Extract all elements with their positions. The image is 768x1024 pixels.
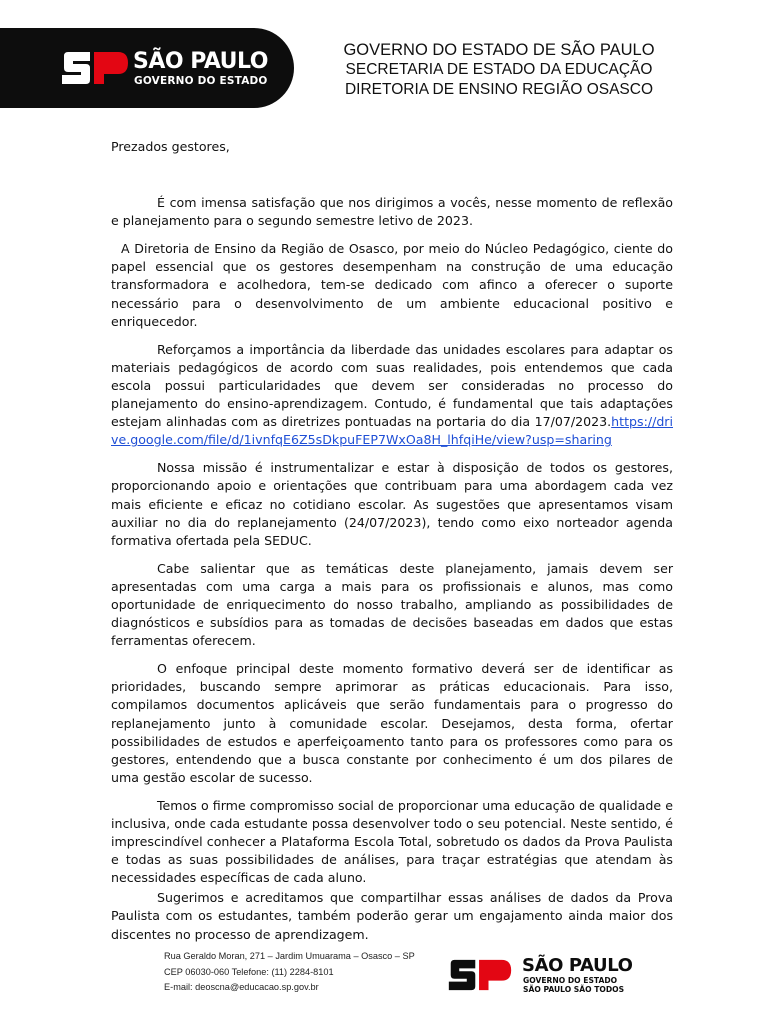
paragraph-7: Temos o firme compromisso social de proporcionar uma educação de qualidade e inclusiva, onde cada estudante possa desenvolver todo o seu potencial. Neste sentido, é imprescindível conhecer a Plataforma Escola Total, sobretudo os dados da Prova Paulista e todas as suas possibilidades de análises, para traçar estratégias que atendam às necessidades específicas de cada aluno.: [111, 797, 673, 886]
portaria-link[interactable]: https://drive.google.com/file/d/1ivnfqE6Z5sDkpuFEP7WxOa8H_lhfqiHe/view?usp=sharing: [111, 414, 673, 448]
sp-logo-icon: [60, 50, 130, 86]
footer-logo: [446, 956, 646, 996]
header-banner: [0, 28, 294, 108]
paragraph-4: Nossa missão é instrumentalizar e estar à disposição de todos os gestores, proporcionando apoio e orientações que contribuam para uma abordagem cada vez mais eficiente e eficaz no cotidiano escolar. As sugestões que apresentamos visam auxiliar no dia do replanejamento (24/07/2023), tendo como eixo norteador agenda formativa ofertada pela SEDUC.: [111, 460, 673, 548]
paragraph-3: [111, 341, 673, 450]
footer-email: E-mail: deoscna@educacao.sp.gov.br: [164, 982, 319, 993]
paragraph-5: Cabe salientar que as temáticas deste planejamento, jamais devem ser apresentadas com uma carga a mais para os profissionais e alunos, mas como oportunidade de enriquecimento do nosso trabalho, ampliando as possibilidades de diagnósticos e subsídios para as tomadas de decisões baseadas em dados que estas ferramentas oferecem.: [111, 560, 673, 649]
paragraph-6: O enfoque principal deste momento formativo deverá ser de identificar as prioridades, buscando sempre aprimorar as práticas educacionais. Para isso, compilamos documentos aplicáveis que serão fundamentais para o progresso do replanejamento junto à comunidade escolar. Desejamos, desta forma, ofertar possibilidades de estudos e aperfeiçoamento tanto para os professores como para os gestores, entendendo que a busca constante por conhecimento é um dos pilares de uma gestão escolar de sucesso.: [111, 661, 673, 785]
letter-body: [111, 138, 673, 944]
header-line-directorate: DIRETORIA DE ENSINO REGIÃO OSASCO: [344, 81, 654, 98]
footer-address: Rua Geraldo Moran, 271 – Jardim Umuarama – Osasco – SP: [164, 951, 415, 961]
paragraph-3-text: Reforçamos a importância da liberdade das unidades escolares para adaptar os materiais pedagógicos de acordo com suas realidades, pois entendemos que cada escola possui particularidades que devem ser consideradas no processo do planejamento do ensino-aprendizagem. Contudo, é fundamental que tais adaptações estejam alinhadas com as diretrizes pontuadas na portaria do dia 17/07/2023.: [111, 341, 673, 430]
header-titles: [318, 40, 680, 100]
header-line-secretariat: SECRETARIA DE ESTADO DA EDUCAÇÃO: [345, 61, 653, 78]
footer-contact: [164, 949, 415, 996]
paragraph-2: A Diretoria de Ensino da Região de Osasco, por meio do Núcleo Pedagógico, ciente do papel essencial que os gestores desempenham na construção de uma educação transformadora e acolhedora, tem-se dedicado com afinco a oferecer o suporte necessário para o desenvolvimento de um ambiente educacional positivo e enriquecedor.: [111, 241, 673, 329]
footer-brand-name: SÃO PAULO: [522, 955, 633, 976]
paragraph-1: É com imensa satisfação que nos dirigimos a vocês, nesse momento de reflexão e planejamento para o segundo semestre letivo de 2023.: [111, 195, 673, 229]
footer-phone: CEP 06030-060 Telefone: (11) 2284-8101: [164, 966, 334, 977]
paragraph-8: Sugerimos e acreditamos que compartilhar essas análises de dados da Prova Paulista com os estudantes, também poderão gerar um engajamento ainda maior dos discentes no processo de aprendizagem.: [111, 890, 673, 942]
footer-brand-subtitle: GOVERNO DO ESTADO: [523, 976, 618, 985]
header-line-government: GOVERNO DO ESTADO DE SÃO PAULO: [343, 41, 655, 59]
letter-greeting: Prezados gestores,: [111, 139, 230, 154]
footer-slogan: SÃO PAULO SÃO TODOS: [523, 985, 625, 994]
brand-name: SÃO PAULO: [133, 49, 268, 74]
brand-subtitle: GOVERNO DO ESTADO: [134, 75, 268, 87]
sp-footer-logo-icon: [446, 958, 514, 992]
